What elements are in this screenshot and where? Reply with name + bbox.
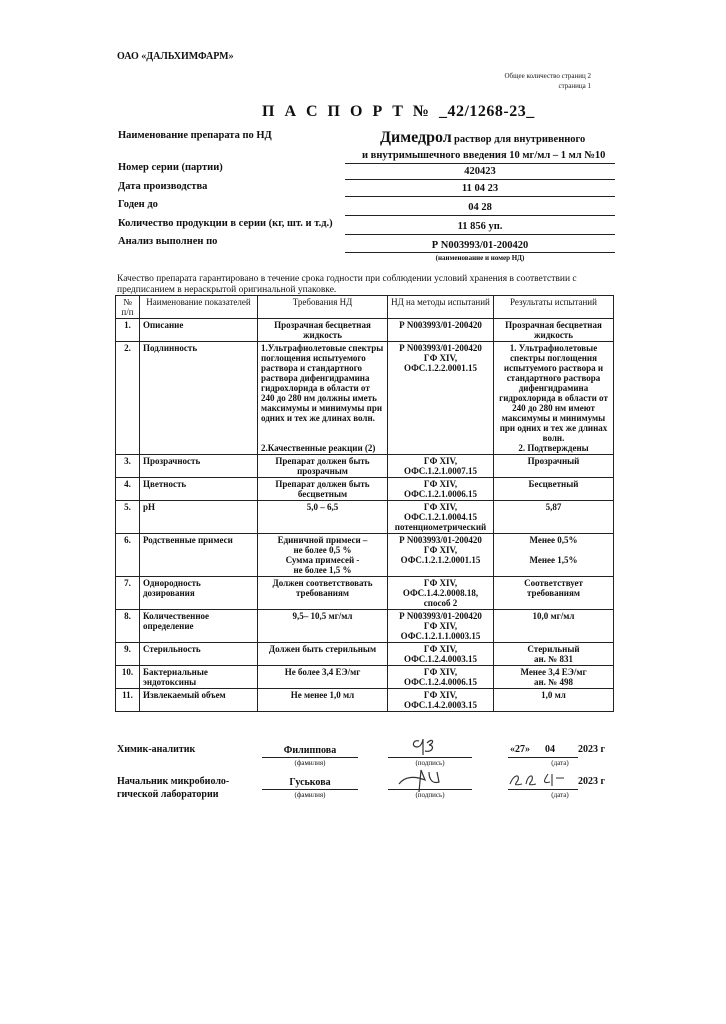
- cell-method: ГФ XIV, ОФС.1.2.1.0004.15 потенциометрический: [388, 501, 494, 534]
- expiry-label: Годен до: [118, 199, 158, 210]
- underline: [345, 163, 615, 164]
- cell-name: Цветность: [140, 478, 258, 501]
- col-header: № п/п: [116, 296, 140, 319]
- col-header: НД на методы испытаний: [388, 296, 494, 319]
- page-info: [500, 71, 591, 91]
- date-caption: (дата): [551, 759, 569, 767]
- table-row: [116, 577, 614, 610]
- cell-req: Единичной примеси – не более 0,5 % Сумма примесей - не более 1,5 %: [258, 534, 388, 577]
- date-value: 11 04 23: [461, 183, 499, 194]
- expiry-value: 04 28: [468, 202, 492, 213]
- cell-name: Прозрачность: [140, 455, 258, 478]
- underline: [508, 757, 578, 758]
- cell-n: 11.: [116, 689, 140, 712]
- surname-caption: (фамилия): [294, 759, 326, 767]
- page-number: страница 1: [558, 82, 591, 90]
- cell-method: ГФ XIV, ОФС.1.4.2.0008.18, способ 2: [388, 577, 494, 610]
- cell-result: Прозрачная бесцветная жидкость: [494, 319, 614, 342]
- table-header-row: [116, 296, 614, 319]
- cell-name: pH: [140, 501, 258, 534]
- cell-req: Препарат должен быть бесцветным: [258, 478, 388, 501]
- cell-n: 9.: [116, 643, 140, 666]
- cell-method: ГФ XIV, ОФС.1.2.4.0006.15: [388, 666, 494, 689]
- underline: [345, 215, 615, 216]
- surname-caption: (фамилия): [294, 791, 326, 799]
- cell-result: 1,0 мл: [494, 689, 614, 712]
- product-desc-1: раствор для внутривенного: [454, 134, 586, 145]
- table-row: [116, 501, 614, 534]
- series-label: Номер серии (партии): [118, 162, 223, 173]
- analysis-value: Р N003993/01-200420: [431, 240, 529, 251]
- table-row: [116, 478, 614, 501]
- chemist-role: Химик-аналитик: [117, 744, 196, 755]
- cell-result: 5,87: [494, 501, 614, 534]
- cell-n: 10.: [116, 666, 140, 689]
- chemist-day: «27»: [510, 744, 530, 755]
- cell-result: Менее 0,5% Менее 1,5%: [494, 534, 614, 577]
- cell-n: 3.: [116, 455, 140, 478]
- col-header: Результаты испытаний: [494, 296, 614, 319]
- head-role-1: Начальник микробиоло-: [117, 776, 230, 787]
- underline: [262, 789, 358, 790]
- underline: [262, 757, 358, 758]
- cell-n: 5.: [116, 501, 140, 534]
- name-label: Наименование препарата по НД: [118, 130, 272, 141]
- cell-name: Описание: [140, 319, 258, 342]
- table-row: [116, 534, 614, 577]
- cell-n: 1.: [116, 319, 140, 342]
- underline: [345, 196, 615, 197]
- cell-n: 7.: [116, 577, 140, 610]
- company-name: ОАО «ДАЛЬХИМФАРМ»: [117, 51, 234, 62]
- cell-method: Р N003993/01-200420: [388, 319, 494, 342]
- series-value: 420423: [464, 166, 496, 177]
- date-label: Дата производства: [118, 181, 208, 192]
- cell-name: Однородность дозирования: [140, 577, 258, 610]
- intro-text: Качество препарата гарантировано в течение срока годности при соблюдении условий хранения в соответствии с предписанием в нераскрытой оригинальной упаковке.: [117, 274, 577, 295]
- qty-value: 11 856 уп.: [457, 221, 503, 232]
- passport-number: _42/1268-23_: [438, 103, 535, 120]
- cell-result: 1. Ультрафиолетовые спектры поглощения испытуемого раствора и стандартного раствора дифенгидрамина гидрохлорида в области от 240 до 280 нм имеют максимумы и минимумы при одних и тех же длинах волн. 2. Подтверждены: [494, 342, 614, 455]
- cell-n: 4.: [116, 478, 140, 501]
- cell-req: 9,5– 10,5 мг/мл: [258, 610, 388, 643]
- cell-req: Препарат должен быть прозрачным: [258, 455, 388, 478]
- table-row: [116, 319, 614, 342]
- head-signature: [395, 766, 455, 796]
- cell-method: Р N003993/01-200420 ГФ XIV, ОФС.1.2.2.0001.15: [388, 342, 494, 455]
- product-desc-2: и внутримышечного введения 10 мг/мл – 1 мл №10: [362, 150, 606, 161]
- underline: [345, 252, 615, 253]
- signature-caption: (подпись): [415, 791, 445, 799]
- cell-result: 10,0 мг/мл: [494, 610, 614, 643]
- cell-method: ГФ XIV, ОФС.1.2.1.0007.15: [388, 455, 494, 478]
- cell-name: Количественное определение: [140, 610, 258, 643]
- cell-result: Соответствует требованиям: [494, 577, 614, 610]
- cell-result: Прозрачный: [494, 455, 614, 478]
- cell-req: 5,0 – 6,5: [258, 501, 388, 534]
- cell-result: Менее 3,4 ЕЭ/мг ан. № 498: [494, 666, 614, 689]
- head-role-2: гической лаборатории: [117, 789, 219, 800]
- underline: [345, 179, 615, 180]
- cell-result: Стерильный ан. № 831: [494, 643, 614, 666]
- title-prefix: П А С П О Р Т №: [262, 103, 432, 120]
- table-row: [116, 610, 614, 643]
- signature-caption: (подпись): [415, 759, 445, 767]
- cell-method: ГФ XIV, ОФС.1.2.1.0006.15: [388, 478, 494, 501]
- qty-label: Количество продукции в серии (кг, шт. и т.д.): [118, 218, 333, 229]
- head-date-handwritten: [508, 770, 574, 790]
- table-row: [116, 643, 614, 666]
- cell-req: Не менее 1,0 мл: [258, 689, 388, 712]
- cell-req: Должен быть стерильным: [258, 643, 388, 666]
- cell-req: Прозрачная бесцветная жидкость: [258, 319, 388, 342]
- cell-req: Должен соответствовать требованиям: [258, 577, 388, 610]
- date-caption: (дата): [551, 791, 569, 799]
- table-row: [116, 455, 614, 478]
- cell-name: Подлинность: [140, 342, 258, 455]
- chemist-name: Филиппова: [283, 745, 337, 756]
- cell-n: 8.: [116, 610, 140, 643]
- table-row: [116, 342, 614, 455]
- underline: [508, 789, 578, 790]
- cell-name: Извлекаемый объем: [140, 689, 258, 712]
- results-table: [115, 295, 614, 712]
- product-name: Димедрол: [380, 129, 452, 146]
- cell-method: ГФ XIV, ОФС.1.2.4.0003.15: [388, 643, 494, 666]
- cell-method: Р N003993/01-200420 ГФ XIV, ОФС.1.2.1.2.0001.15: [388, 534, 494, 577]
- total-pages: Общее количество страниц 2: [504, 72, 591, 80]
- cell-req: 1.Ультрафиолетовые спектры поглощения испытуемого раствора и стандартного раствора дифенгидрамина гидрохлорида в области от 240 до 280 нм должны иметь максимумы и минимумы при одних и тех же длинах волн. 2.Качественные реакции (2): [258, 342, 388, 455]
- cell-name: Бактериальные эндотоксины: [140, 666, 258, 689]
- cell-method: Р N003993/01-200420 ГФ XIV, ОФС.1.2.1.1.0003.15: [388, 610, 494, 643]
- chemist-year: 2023 г: [578, 744, 606, 755]
- analysis-label: Анализ выполнен по: [118, 236, 218, 247]
- cell-name: Стерильность: [140, 643, 258, 666]
- cell-method: ГФ XIV, ОФС.1.4.2.0003.15: [388, 689, 494, 712]
- chemist-signature: [405, 733, 445, 759]
- head-year: 2023 г: [578, 776, 606, 787]
- col-header: Наименование показателей: [140, 296, 258, 319]
- cell-req: Не более 3,4 ЕЭ/мг: [258, 666, 388, 689]
- cell-name: Родственные примеси: [140, 534, 258, 577]
- table-row: [116, 689, 614, 712]
- chemist-month: 04: [545, 744, 555, 755]
- table-row: [116, 666, 614, 689]
- col-header: Требования НД: [258, 296, 388, 319]
- cell-n: 2.: [116, 342, 140, 455]
- cell-result: Бесцветный: [494, 478, 614, 501]
- head-name: Гуськова: [289, 777, 331, 788]
- analysis-note: (наименование и номер НД): [435, 254, 525, 262]
- page-title: [262, 103, 535, 121]
- underline: [345, 234, 615, 235]
- cell-n: 6.: [116, 534, 140, 577]
